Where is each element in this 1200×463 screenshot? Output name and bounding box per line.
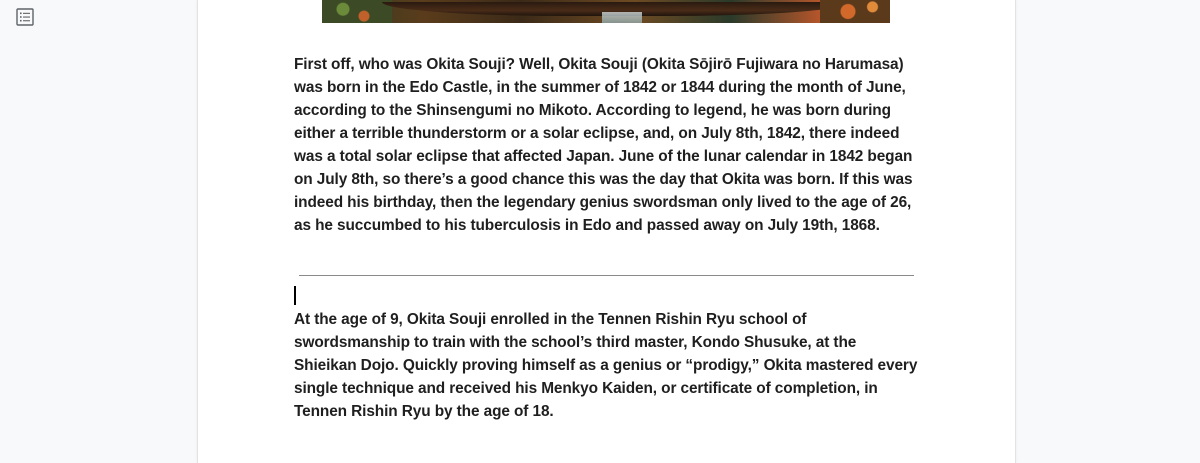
document-outline-button[interactable] [15, 7, 35, 27]
document-outline-icon [15, 7, 35, 27]
bridge-photo[interactable] [322, 0, 890, 23]
document-page[interactable] [197, 0, 1016, 463]
horizontal-rule [299, 275, 914, 276]
photo-foliage-left [322, 0, 392, 23]
paragraph-training[interactable]: At the age of 9, Okita Souji enrolled in the Tennen Rishin Ryu school of swordsmanship to train with the school’s third master, Kondo Shusuke, at the Shieikan Dojo. Quickly proving himself as a genius or “prodigy,” Okita mastered every single technique and received his Menkyo Kaiden, or certificate of completion, in Tennen Rishin Ryu by the age of 18. [294, 311, 918, 420]
photo-foliage-right [820, 0, 890, 23]
photo-waterfall [602, 12, 642, 23]
text-cursor [294, 286, 296, 305]
paragraph-birth[interactable]: First off, who was Okita Souji? Well, Okita Souji (Okita Sōjirō Fujiwara no Harumasa) was born in the Edo Castle, in the summer of 1842 or 1844 during the month of June, according to the Shinsengumi no Mikoto. According to legend, he was born during either a terrible thunderstorm or a solar eclipse, and, on July 8th, 1842, there indeed was a total solar eclipse that affected Japan. June of the lunar calendar in 1842 began on July 8th, so there’s a good chance this was the day that Okita was born. If this was indeed his birthday, then the legendary genius swordsman only lived to the age of 26, as he succumbed to his tuberculosis in Edo and passed away on July 19th, 1868. [294, 56, 913, 234]
